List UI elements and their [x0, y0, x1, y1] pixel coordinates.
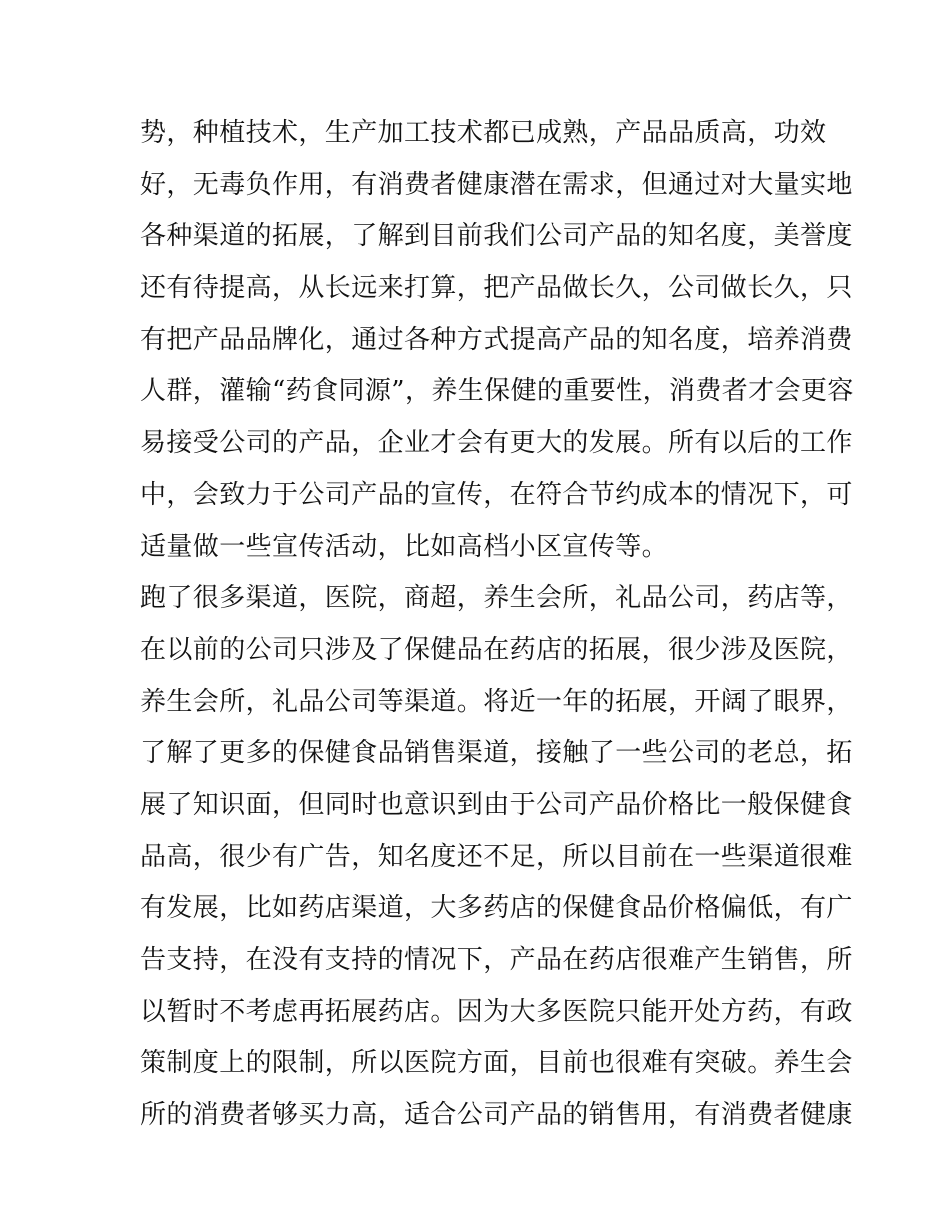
text-line: 跑了很多渠道，医院，商超，养生会所，礼品公司，药店等， [140, 583, 853, 614]
text-line: 还有待提高，从长远来打算，把产品做长久，公司做长久，只 [140, 273, 853, 304]
text-line: 有发展，比如药店渠道，大多药店的保健食品价格偏低，有广 [140, 893, 853, 924]
text-line: 所的消费者够买力高，适合公司产品的销售用，有消费者健康 [140, 1100, 853, 1131]
text-line: 人群，灌输“药食同源”，养生保健的重要性，消费者才会更容 [140, 376, 854, 407]
text-line: 品高，很少有广告，知名度还不足，所以目前在一些渠道很难 [140, 841, 853, 872]
text-line: 易接受公司的产品，企业才会有更大的发展。所有以后的工作 [140, 428, 853, 459]
text-line: 有把产品品牌化，通过各种方式提高产品的知名度，培养消费 [140, 324, 853, 355]
text-line: 了解了更多的保健食品销售渠道，接触了一些公司的老总，拓 [140, 738, 853, 769]
text-line: 适量做一些宣传活动，比如高档小区宣传等。 [140, 531, 669, 562]
text-line: 策制度上的限制，所以医院方面，目前也很难有突破。养生会 [140, 1048, 853, 1079]
text-line: 各种渠道的拓展，了解到目前我们公司产品的知名度，美誉度 [140, 221, 853, 252]
text-line: 在以前的公司只涉及了保健品在药店的拓展，很少涉及医院， [140, 634, 853, 665]
body-text [140, 108, 854, 1142]
text-line: 好，无毒负作用，有消费者健康潜在需求，但通过对大量实地 [140, 169, 853, 200]
text-line: 中，会致力于公司产品的宣传，在符合节约成本的情况下，可 [140, 479, 853, 510]
text-line: 展了知识面，但同时也意识到由于公司产品价格比一般保健食 [140, 789, 853, 820]
text-line: 势，种植技术，生产加工技术都已成熟，产品品质高，功效 [140, 118, 827, 148]
text-line: 养生会所，礼品公司等渠道。将近一年的拓展，开阔了眼界， [140, 686, 853, 717]
text-line: 告支持，在没有支持的情况下，产品在药店很难产生销售，所 [140, 945, 853, 975]
text-line: 以暂时不考虑再拓展药店。因为大多医院只能开处方药，有政 [140, 996, 853, 1027]
